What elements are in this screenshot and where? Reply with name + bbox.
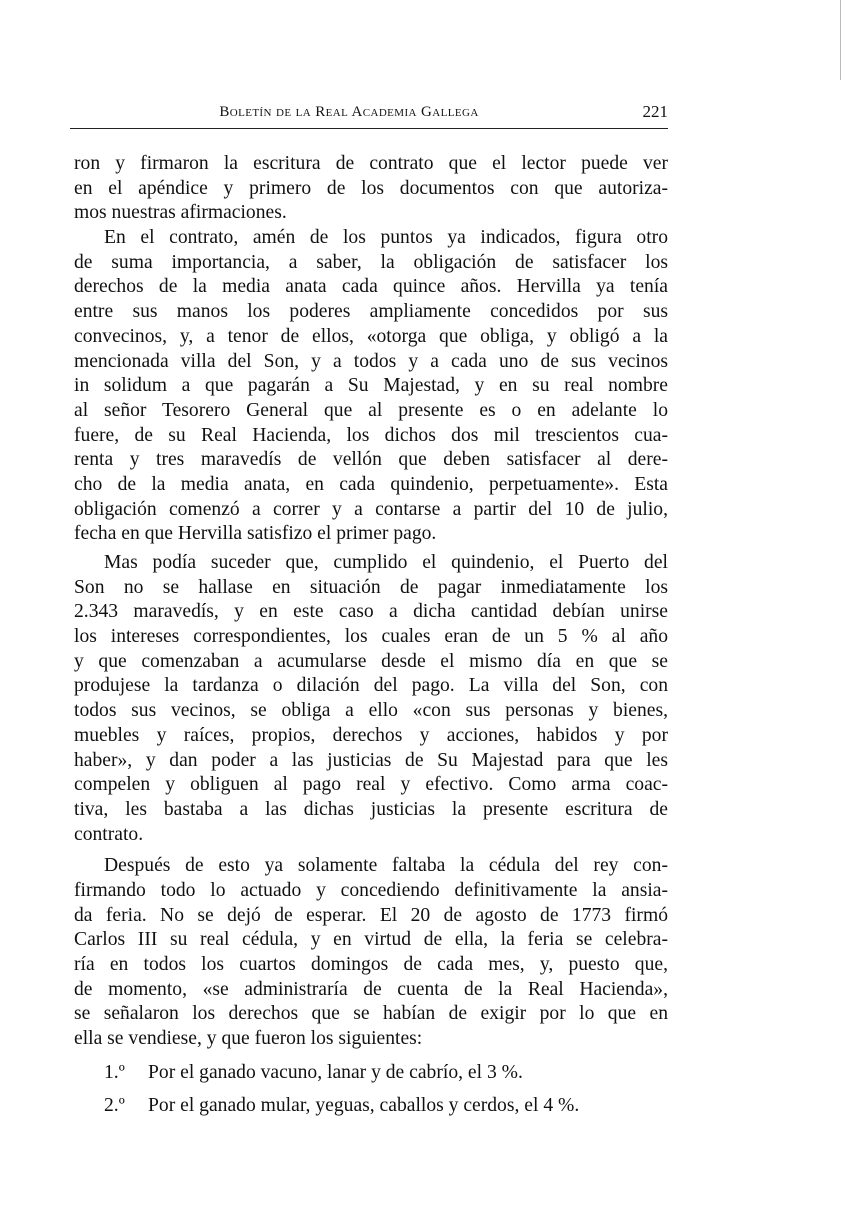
text-line: los intereses correspondientes, los cuales eran de un 5 % al año	[74, 626, 668, 648]
text-line: da feria. No se dejó de esperar. El 20 de agosto de 1773 firmó	[74, 904, 668, 926]
text-line: al señor Tesorero General que al presente es o en adelante lo	[74, 399, 668, 421]
list-item	[104, 1095, 579, 1128]
text-line: tiva, les bastaba a las dichas justicias la presente escritura de	[74, 798, 668, 820]
text-line: compelen y obliguen al pago real y efectivo. Como arma coac-	[74, 774, 668, 796]
text-line: y que comenzaban a acumularse desde el mismo día en que se	[74, 650, 668, 672]
text-line: firmando todo lo actuado y concediendo definitivamente la ansia-	[74, 879, 668, 901]
text-line: obligación comenzó a correr y a contarse a partir del 10 de julio,	[74, 498, 668, 520]
text-line: renta y tres maravedís de vellón que deben satisfacer al dere-	[74, 449, 668, 471]
body-text	[74, 152, 668, 1052]
running-title: Boletín de la Real Academia Gallega	[219, 104, 479, 120]
text-line: in solidum a que pagarán a Su Majestad, y en su real nombre	[74, 375, 668, 397]
text-line: en el apéndice y primero de los documentos con que autoriza-	[74, 177, 668, 199]
running-header	[70, 100, 668, 129]
text-line: Son no se hallase en situación de pagar inmediatamente los	[74, 576, 668, 598]
list-text: Por el ganado vacuno, lanar y de cabrío, el 3 %.	[148, 1062, 523, 1083]
text-line: fecha en que Hervilla satisfizo el primer pago.	[74, 523, 437, 545]
text-line: de suma importancia, a saber, la obligación de satisfacer los	[74, 251, 668, 273]
text-line: Después de esto ya solamente faltaba la cédula del rey con-	[104, 855, 668, 877]
list-number: 2.º	[104, 1095, 125, 1116]
text-line: ron y firmaron la escritura de contrato que el lector puede ver	[74, 153, 668, 174]
tariff-list	[104, 1062, 579, 1128]
paragraph	[74, 854, 668, 1052]
text-line: mencionada villa del Son, y a todos y a cada uno de sus vecinos	[74, 350, 668, 372]
list-text: Por el ganado mular, yeguas, caballos y cerdos, el 4 %.	[148, 1095, 580, 1116]
text-line: En el contrato, amén de los puntos ya indicados, figura otro	[104, 227, 668, 249]
list-number: 1.º	[104, 1062, 125, 1083]
list-item	[104, 1062, 579, 1095]
text-line: produjese la tardanza o dilación del pago. La villa del Son, con	[74, 675, 668, 697]
text-line: entre sus manos los poderes ampliamente concedidos por sus	[74, 301, 668, 323]
text-line: cho de la media anata, en cada quindenio, perpetuamente». Esta	[74, 473, 668, 495]
paragraph	[74, 551, 668, 847]
text-line: ella se vendiese, y que fueron los siguientes:	[74, 1028, 423, 1050]
text-line: Mas podía suceder que, cumplido el quindenio, el Puerto del	[104, 552, 668, 573]
text-line: Carlos III su real cédula, y en virtud de ella, la feria se celebra-	[74, 929, 668, 951]
text-line: de momento, «se administraría de cuenta de la Real Hacienda»,	[74, 978, 668, 1000]
text-line: todos sus vecinos, se obliga a ello «con sus personas y bienes,	[74, 700, 668, 722]
paragraph	[74, 152, 668, 226]
scan-edge-mark	[840, 0, 841, 80]
text-line: derechos de la media anata cada quince años. Hervilla ya tenía	[74, 276, 668, 298]
text-line: convecinos, y, a tenor de ellos, «otorga que obliga, y obligó a la	[74, 325, 668, 347]
text-line: fuere, de su Real Hacienda, los dichos dos mil trescientos cua-	[74, 424, 668, 446]
text-line: mos nuestras afirmaciones.	[74, 202, 287, 224]
text-line: contrato.	[74, 823, 144, 845]
text-line: 2.343 maravedís, y en este caso a dicha cantidad debían unirse	[74, 601, 668, 623]
text-line: ría en todos los cuartos domingos de cada mes, y, puesto que,	[74, 954, 668, 975]
text-line: se señalaron los derechos que se habían de exigir por lo que en	[74, 1003, 668, 1025]
paragraph	[74, 226, 668, 547]
page-number: 221	[642, 102, 668, 121]
text-line: muebles y raíces, propios, derechos y acciones, habidos y por	[74, 724, 668, 746]
text-line: haber», y dan poder a las justicias de Su Majestad para que les	[74, 749, 668, 771]
